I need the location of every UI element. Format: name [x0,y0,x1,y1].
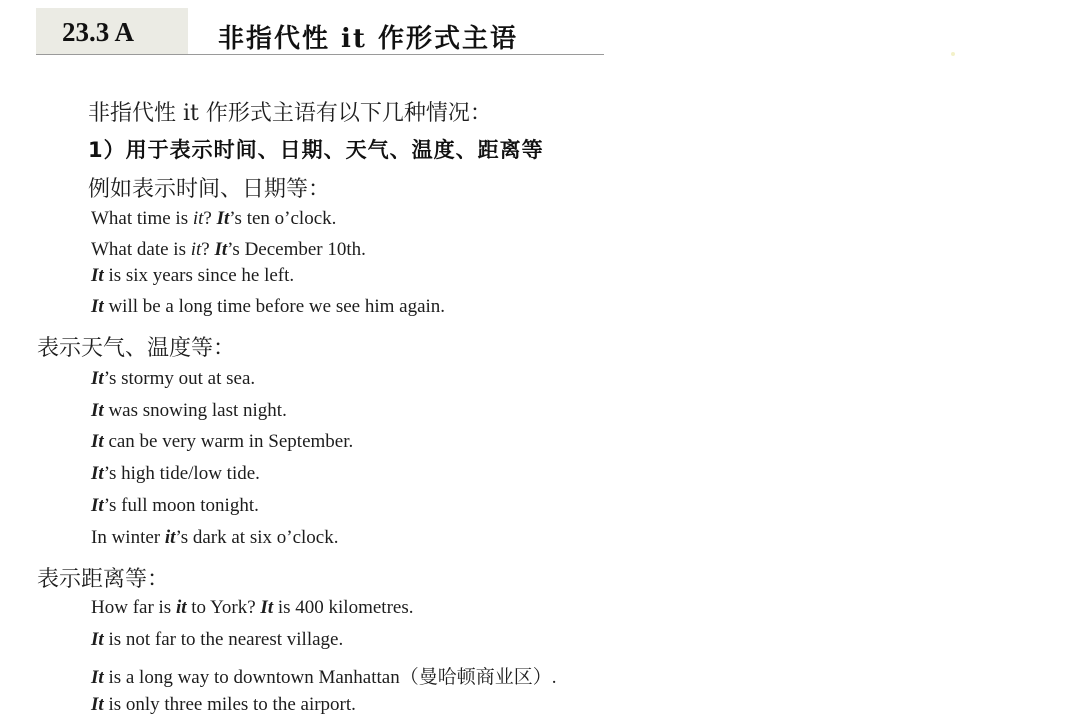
intro-text: 非指代性 it 作形式主语有以下几种情况： [88,101,492,126]
sentence-it: It [91,296,104,317]
sentence-text: will be a long time before we see him again. [103,296,446,317]
sentence-it: It [91,265,104,286]
sentence-text: ’s December 10th. [227,239,366,260]
sentence-text: How far is [91,597,176,618]
sentence-text: is six years since he left. [103,265,295,286]
sentence-it: It [91,495,104,516]
sentence-it: it [164,527,176,548]
example-sentence [91,495,259,517]
sentence-it: It [91,431,104,452]
example-sentence [91,368,255,390]
example-sentence [91,208,336,230]
example-sentence [91,662,556,689]
sentence-text: What time is [91,208,193,229]
sentence-it: It [91,629,104,650]
sentence-it: it [192,208,204,229]
sentence-it: it [190,239,202,260]
sentence-text: to York? [186,597,261,618]
section-title: 非指代性 it 作形式主语 [218,24,518,54]
sentence-it: It [260,597,274,618]
sentence-text: What date is [91,239,191,260]
header-rule [36,54,604,55]
sentence-text: ’s dark at six o’clock. [175,527,339,548]
example-sentence [91,597,414,619]
example-sentence [91,400,287,422]
speck [951,52,955,56]
example-sentence [91,265,294,287]
example-sentence [91,296,445,318]
example-sentence [91,431,353,453]
sentence-it: It [214,239,228,260]
example-sentence [91,239,366,261]
sentence-text: In winter [91,527,165,548]
distance-group-label: 表示距离等： [37,567,170,592]
sentence-it: it [175,597,187,618]
section-number-box [36,8,188,54]
sentence-text: was snowing last night. [103,400,287,421]
sentence-text: can be very warm in September. [103,431,354,452]
example-sentence [91,463,260,485]
sentence-it: It [216,208,230,229]
sentence-text: ? [203,208,217,229]
sentence-it: It [91,368,104,389]
sentence-text: ? [201,239,215,260]
sentence-it: It [91,694,104,715]
time-group-label: 例如表示时间、日期等： [88,177,331,202]
sentence-it: It [91,400,104,421]
sentence-text: is not far to the nearest village. [103,629,344,650]
example-sentence [91,629,343,651]
sentence-text: is only three miles to the airport. [103,694,356,715]
sentence-text: is a long way to downtown Manhattan（曼哈顿商业区）. [103,667,557,688]
sentence-text: ’s stormy out at sea. [103,368,256,389]
section-number: 23.3 A [62,17,135,47]
sentence-text: is 400 kilometres. [273,597,414,618]
example-sentence [91,527,338,549]
sentence-it: It [91,463,104,484]
point1-heading: 1）用于表示时间、日期、天气、温度、距离等 [88,138,544,162]
sentence-text: ’s ten o’clock. [229,208,337,229]
section-header [36,8,604,54]
weather-group-label: 表示天气、温度等： [37,336,236,361]
sentence-text: ’s high tide/low tide. [103,463,260,484]
sentence-it: It [91,667,104,688]
sentence-text: ’s full moon tonight. [103,495,259,516]
example-sentence [91,694,356,716]
